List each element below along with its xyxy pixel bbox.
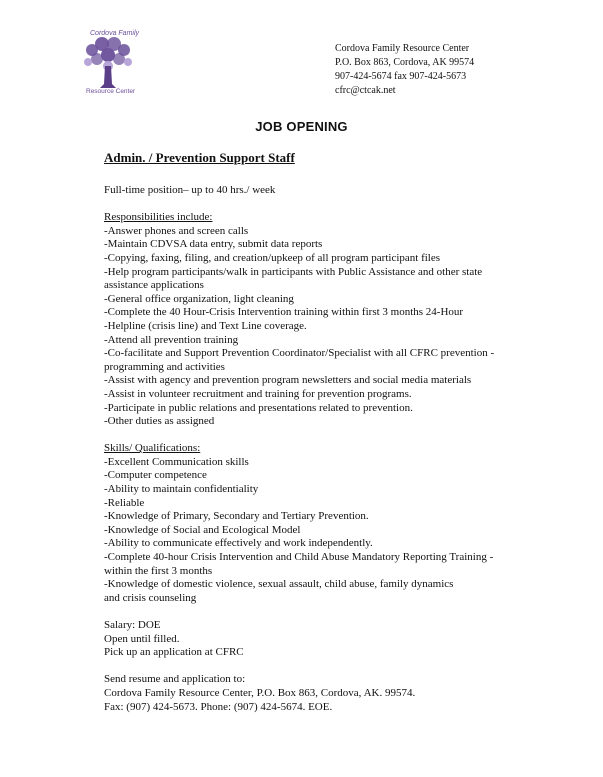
list-item: within the first 3 months: [104, 564, 213, 577]
open-until-line: Open until filled.: [104, 632, 180, 645]
list-item: -Maintain CDVSA data entry, submit data reports: [104, 238, 323, 251]
position-line: Full-time position– up to 40 hrs./ week: [104, 184, 276, 196]
skills-list: [104, 456, 544, 606]
list-item: -Assist with agency and prevention program newsletters and social media materials: [104, 374, 472, 387]
org-name: Cordova Family Resource Center: [335, 43, 470, 54]
org-contact-block: [335, 42, 474, 98]
list-item: -Complete the 40 Hour-Crisis Intervention training within first 3 months 24-Hour: [104, 306, 464, 319]
list-item: -General office organization, light cleaning: [104, 292, 294, 305]
list-item: -Knowledge of domestic violence, sexual assault, child abuse, family dynamics: [104, 578, 454, 591]
list-item: -Attend all prevention training: [104, 333, 239, 346]
list-item: -Other duties as assigned: [104, 415, 215, 428]
list-item: -Ability to maintain confidentiality: [104, 483, 259, 496]
salary-line: Salary: DOE: [104, 619, 161, 631]
send-address: Cordova Family Resource Center, P.O. Box 863, Cordova, AK. 99574.: [104, 686, 416, 699]
list-item: -Assist in volunteer recruitment and training for prevention programs.: [104, 387, 412, 400]
send-header: Send resume and application to:: [104, 673, 246, 686]
org-email: cfrc@ctcak.net: [335, 85, 396, 96]
list-item: -Ability to communicate effectively and work independently.: [104, 537, 373, 550]
list-item: -Answer phones and screen calls: [104, 224, 249, 237]
send-contact: Fax: (907) 424-5673. Phone: (907) 424-5674. EOE.: [104, 700, 333, 713]
list-item: programming and activities: [104, 360, 225, 373]
list-item: -Help program participants/walk in participants with Public Assistance and other state: [104, 265, 483, 278]
logo-text-bottom: Resource Center: [86, 88, 136, 95]
skills-header: Skills/ Qualifications:: [104, 442, 201, 455]
logo-text-top: Cordova Family: [90, 30, 140, 37]
list-item: -Copying, faxing, filing, and creation/upkeep of all program participant files: [104, 251, 441, 264]
org-phone: 907-424-5674 fax 907-424-5673: [335, 71, 467, 82]
list-item: assistance applications: [104, 279, 204, 292]
list-item: -Participate in public relations and presentations related to prevention.: [104, 401, 413, 414]
list-item: and crisis counseling: [104, 591, 197, 604]
org-address: P.O. Box 863, Cordova, AK 99574: [335, 57, 475, 68]
responsibilities-list: [104, 225, 544, 429]
list-item: -Complete 40-hour Crisis Intervention and Child Abuse Mandatory Reporting Training -: [104, 551, 494, 564]
list-item: -Co-facilitate and Support Prevention Coordinator/Specialist with all CFRC prevention -: [104, 347, 495, 360]
pickup-line: Pick up an application at CFRC: [104, 646, 244, 659]
salary-block: [104, 619, 544, 660]
job-content: [104, 150, 544, 714]
page-heading: JOB OPENING: [255, 119, 348, 134]
job-title: Admin. / Prevention Support Staff: [104, 150, 295, 165]
list-item: -Knowledge of Primary, Secondary and Tertiary Prevention.: [104, 510, 369, 523]
list-item: -Knowledge of Social and Ecological Model: [104, 523, 301, 536]
responsibilities-header: Responsibilities include:: [104, 211, 213, 224]
list-item: -Helpline (crisis line) and Text Line coverage.: [104, 319, 307, 332]
list-item: -Computer competence: [104, 469, 207, 482]
list-item: -Excellent Communication skills: [104, 455, 249, 468]
list-item: -Reliable: [104, 496, 145, 509]
send-block: [104, 673, 544, 714]
